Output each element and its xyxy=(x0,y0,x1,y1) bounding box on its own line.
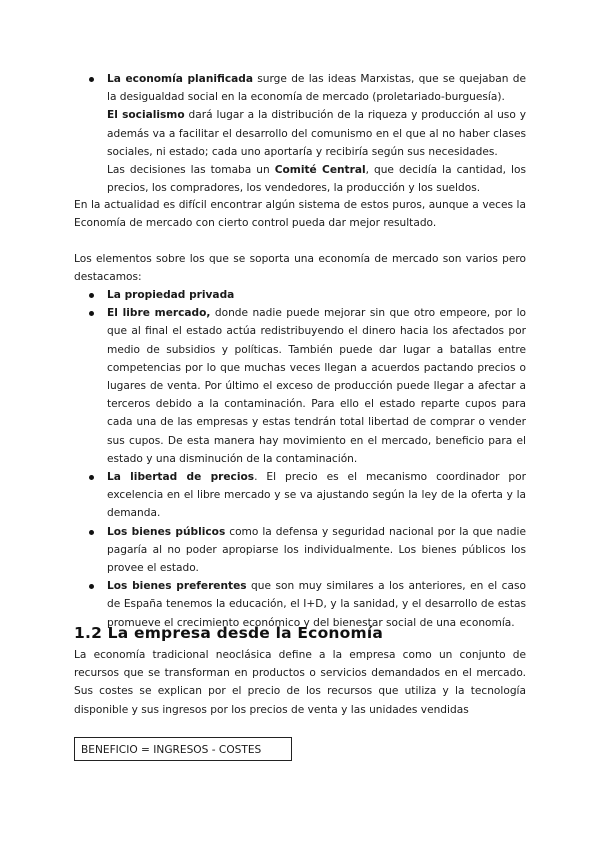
sub-text: Las decisiones las tomaba un xyxy=(107,164,275,177)
bullet-list-elements xyxy=(74,286,526,632)
list-item xyxy=(74,286,526,304)
item-text: donde nadie puede mejorar sin que otro empeore, por lo que al final el estado actúa redistribuyendo el dinero hacia los afectados por medio de subsidios y políticas. También puede dar lugar a batallas entre competencias por lo que muchas veces llegan a acuerdos pactando precios o lugares de venta. Por último el exceso de producción puede llegar a afectar a terceros debido a la contaminación. Para ello el estado reparte cupos para cada una de las empresas y estas tendrán total libertad de comprar o vender sus cupos. De esta manera hay movimiento en el mercado, beneficio para el estado y una disminución de la contaminación. xyxy=(107,307,526,465)
bullet-dot xyxy=(89,293,94,298)
item-text: surge de las ideas Marxistas, que se quejaban de la desigualdad social en la economía de mercado (proletariado-burguesía). xyxy=(107,73,526,104)
paragraph-empresa: La economía tradicional neoclásica define a la empresa como un conjunto de recursos que se transforman en productos o servicios demandados en el mercado. Sus costes se explican por el precio de los recursos que utiliza y la tecnología disponible y sus ingresos por los precios de venta y las unidades vendidas xyxy=(74,649,526,716)
term-bold: El socialismo xyxy=(107,109,185,122)
planned-economy-block xyxy=(74,70,526,197)
list-item xyxy=(74,304,526,468)
sub-text: , que decidía la cantidad, los precios, los compradores, los vendedores, la producción y los sueldos. xyxy=(107,164,526,195)
term-bold: La economía planificada xyxy=(107,73,254,85)
term-bold: La propiedad privada xyxy=(107,289,235,301)
term-bold: El libre mercado, xyxy=(107,307,211,320)
bullet-list-planned xyxy=(74,70,526,106)
list-item xyxy=(74,468,526,523)
section-heading: 1.2 La empresa desde la Economía xyxy=(74,624,384,642)
sub-paragraph xyxy=(74,106,526,161)
term-bold: Comité Central xyxy=(274,164,366,177)
bullet-dot xyxy=(89,530,94,535)
term-bold: Los bienes preferentes xyxy=(107,580,247,593)
sub-paragraph xyxy=(74,161,526,197)
formula-box: BENEFICIO = INGRESOS - COSTES xyxy=(74,737,292,761)
item-text: que son muy similares a los anteriores, en el caso de España tenemos la educación, el I+D, y la sanidad, y el desarrollo de estas promueve el crecimiento económico y del bienestar social de una economía. xyxy=(107,580,526,629)
term-bold: La libertad de precios xyxy=(107,471,255,484)
paragraph-elementos: Los elementos sobre los que se soporta una economía de mercado son varios pero destacamos: xyxy=(74,253,526,284)
list-item xyxy=(74,523,526,578)
bullet-dot xyxy=(89,311,94,316)
item-text: como la defensa y seguridad nacional por la que nadie pagaría al no poder apropiarse los individualmente. Los bienes públicos los provee el estado. xyxy=(107,525,526,575)
sub-text: dará lugar a la distribución de la riqueza y producción al uso y además va a facilitar el desarrollo del comunismo en el que al no haber clases sociales, ni estado; cada uno aportaría y recibiría según sus necesidades. xyxy=(107,109,526,158)
bullet-dot xyxy=(89,584,94,589)
list-item xyxy=(74,70,526,106)
term-bold: Los bienes públicos xyxy=(107,525,226,538)
bullet-dot xyxy=(89,77,94,82)
market-elements-block xyxy=(74,286,526,632)
item-text: . El precio es el mecanismo coordinador por excelencia en el libre mercado y se va ajustando según la ley de la oferta y la demanda. xyxy=(107,471,526,520)
paragraph-actualidad: En la actualidad es difícil encontrar algún sistema de estos puros, aunque a veces la Economía de mercado con cierto control pueda dar mejor resultado. xyxy=(74,199,526,230)
bullet-dot xyxy=(89,475,94,480)
